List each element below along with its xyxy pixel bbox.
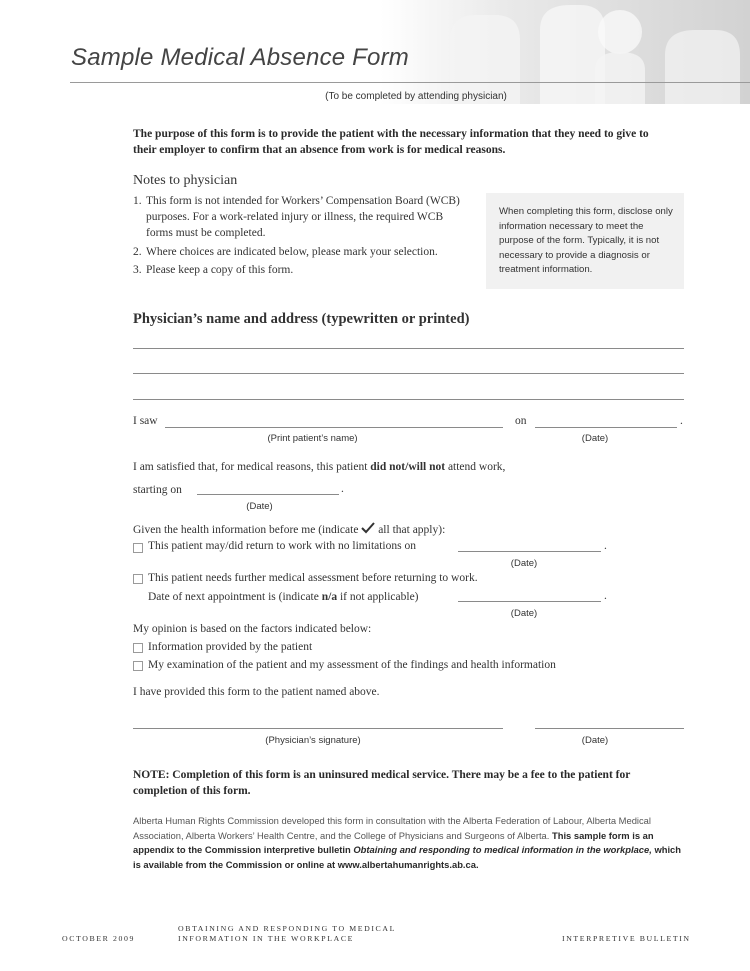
satisfied-statement: I am satisfied that, for medical reasons, this patient did not/will not attend work, <box>133 461 506 473</box>
patient-name-caption: (Print patient’s name) <box>267 433 358 444</box>
footer-bulletin-type: INTERPRETIVE BULLETIN <box>562 934 691 943</box>
disclosure-sidebox: When completing this form, disclose only information necessary to meet the purpose of the form. Typically, it is not necessary to provide a diagnosis or treatment information. <box>486 193 684 289</box>
on-label: on <box>515 415 527 427</box>
form-subtitle: (To be completed by attending physician) <box>325 91 507 102</box>
return-date-field[interactable] <box>458 551 601 552</box>
opinion-statement: My opinion is based on the factors indicated below: <box>133 623 372 635</box>
period-mark: . <box>341 483 344 495</box>
next-appointment-label: Date of next appointment is (indicate n/a if not applicable) <box>148 591 419 603</box>
signature-caption: (Physician’s signature) <box>265 735 361 746</box>
checkmark-icon <box>361 522 375 534</box>
examination-checkbox[interactable] <box>133 661 143 671</box>
footer-date: OCTOBER 2009 <box>62 934 135 943</box>
patient-info-label: Information provided by the patient <box>148 641 313 653</box>
starting-date-caption: (Date) <box>246 501 273 512</box>
physician-address-line-1[interactable] <box>133 348 684 349</box>
notes-heading: Notes to physician <box>133 173 238 188</box>
physician-address-line-2[interactable] <box>133 373 684 374</box>
examination-label: My examination of the patient and my assessment of the findings and health information <box>148 659 556 671</box>
physician-address-line-3[interactable] <box>133 399 684 400</box>
note-item: 3. Please keep a copy of this form. <box>133 263 294 276</box>
patient-name-field[interactable] <box>165 427 503 428</box>
footer-topic-line-2: INFORMATION IN THE WORKPLACE <box>178 934 354 943</box>
patient-info-checkbox[interactable] <box>133 643 143 653</box>
physician-heading: Physician’s name and address (typewritten or printed) <box>133 311 470 327</box>
footer-topic-line-1: OBTAINING AND RESPONDING TO MEDICAL <box>178 924 396 933</box>
signature-date-caption: (Date) <box>581 735 609 746</box>
period-mark: . <box>604 590 607 602</box>
fee-note: NOTE: Completion of this form is an uninsured medical service. There may be a fee to the patient for completion of this form. <box>133 769 631 797</box>
starting-date-field[interactable] <box>197 494 339 495</box>
return-to-work-checkbox[interactable] <box>133 543 143 553</box>
further-assessment-label: This patient needs further medical assessment before returning to work. <box>148 572 478 584</box>
appointment-date-caption: (Date) <box>510 608 538 619</box>
i-saw-label: I saw <box>133 415 158 427</box>
period-mark: . <box>604 540 607 552</box>
visit-date-caption: (Date) <box>581 433 609 444</box>
appointment-date-field[interactable] <box>458 601 601 602</box>
period-mark: . <box>680 415 683 427</box>
further-assessment-checkbox[interactable] <box>133 574 143 584</box>
header-graphic <box>380 0 750 104</box>
purpose-statement: The purpose of this form is to provide the patient with the necessary information that they need to give to their employer to confirm that an absence from work is for medical reasons. <box>133 128 649 156</box>
credit-statement: Alberta Human Rights Commission developed this form in consultation with the Alberta Federation of Labour, Alberta Medical Association, Alberta Workers’ Health Centre, and the College of Physicians and Surgeons of Alberta. This sample form is an appendix to the Commission interpretive bulletin Obtaining and responding to medical information in the workplace, which is available from the Commission or online at www.albertahumanrights.ab.ca. <box>133 815 682 870</box>
visit-date-field[interactable] <box>535 427 677 428</box>
note-item: 2. Where choices are indicated below, please mark your selection. <box>133 245 438 258</box>
signature-field[interactable] <box>133 728 503 729</box>
given-statement: Given the health information before me (indicate all that apply): <box>133 524 446 536</box>
title-divider <box>70 82 750 83</box>
form-title: Sample Medical Absence Form <box>71 44 409 71</box>
note-item: 1. This form is not intended for Workers’ Compensation Board (WCB) purposes. For a work-related injury or illness, the required WCB forms must be completed. <box>133 195 460 240</box>
notes-list <box>133 193 463 280</box>
return-date-caption: (Date) <box>510 558 538 569</box>
provided-statement: I have provided this form to the patient named above. <box>133 686 380 698</box>
starting-on-label: starting on <box>133 484 182 496</box>
return-to-work-label: This patient may/did return to work with no limitations on <box>148 540 416 552</box>
signature-date-field[interactable] <box>535 728 684 729</box>
